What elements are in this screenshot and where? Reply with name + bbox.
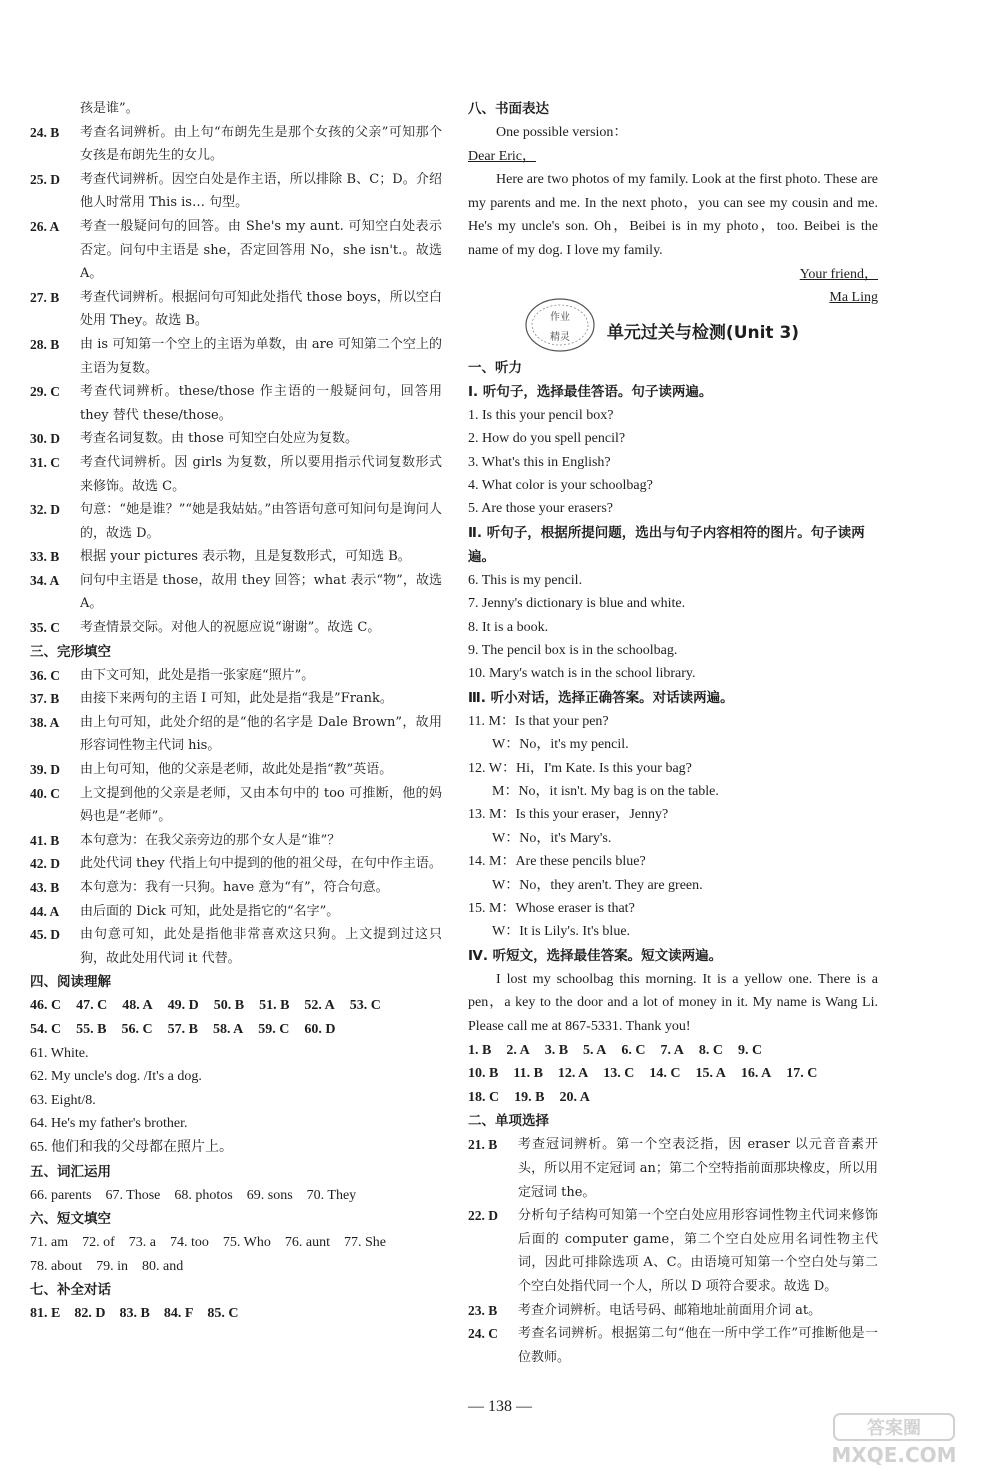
svg-text:MXQE.COM: MXQE.COM xyxy=(831,1443,957,1467)
answer-item xyxy=(468,1133,878,1204)
homework-stamp-logo xyxy=(523,296,597,354)
answer-grid-listening xyxy=(468,1039,878,1110)
watermark-logo xyxy=(792,1412,992,1468)
answer-entry: 10. B xyxy=(468,1066,499,1082)
answer-grid-reading xyxy=(30,994,442,1041)
dialog-answer: W：No，it's Mary's. xyxy=(492,830,612,846)
answer-explanation: 本句意为：在我父亲旁边的那个女人是“谁”？ xyxy=(80,832,341,848)
salutation: Dear Eric， xyxy=(468,148,537,164)
answer-item xyxy=(30,427,442,451)
answer-row xyxy=(468,1086,878,1110)
answer-item xyxy=(30,121,442,168)
section-title-reading: 四、阅读理解 xyxy=(30,974,111,991)
answer-explanation: 由上句可知，此处介绍的是“他的名字是 Dale Brown”，故用形容词性物主代词 his。 xyxy=(80,714,442,754)
dialog-answer: W：No，they aren't. They are green. xyxy=(492,877,703,893)
answer-row xyxy=(30,994,442,1018)
answer-entry: 6. C xyxy=(621,1042,646,1058)
part-1-title: Ⅰ. 听句子，选择最佳答语。句子读两遍。 xyxy=(468,383,713,400)
listening-line: 7. Jenny's dictionary is blue and white. xyxy=(468,596,686,612)
answer-number: 30. D xyxy=(30,431,60,447)
answer-explanation: 此处代词 they 代指上句中提到的他的祖父母，在句中作主语。 xyxy=(80,856,442,872)
essay-text: Here are two photos of my family. Look at the first photo. These are my parents and me. In the next photo，you can see my cousin and me. He's my uncle's son. Oh，Beibei is in my photo，too. Beibei is the name of my dog. I love my family. xyxy=(468,172,878,258)
continued-line: 孩是谁”。 xyxy=(80,101,139,116)
answer-entry: 5. A xyxy=(583,1042,607,1058)
part-4-text: I lost my schoolbag this morning. It is a yellow one. There is a pen，a key to the door and a lot of money in it. My name is Wang Li. Please call me at 867-5331. Thank you! xyxy=(468,971,878,1035)
answer-item xyxy=(468,1204,878,1298)
listening-line: 4. What color is your schoolbag? xyxy=(468,477,653,493)
answer-number: 34. A xyxy=(30,572,60,588)
answer-explanation: 考查名词复数。由 those 可知空白处应为复数。 xyxy=(80,431,359,447)
answer-explanation: 由接下来两句的主语 I 可知，此处是指“我是”Frank。 xyxy=(80,691,393,707)
answer-entry: 56. C xyxy=(121,1021,153,1037)
answer-entry: 3. B xyxy=(544,1042,569,1058)
answer-entry: 49. D xyxy=(167,998,199,1014)
answer-explanation: 由后面的 Dick 可知，此处是指它的“名字”。 xyxy=(80,903,340,919)
part-2-title: Ⅱ. 听句子，根据所提问题，选出与句子内容相符的图片。句子读两遍。 xyxy=(468,524,865,565)
unit-title: 单元过关与检测(Unit 3) xyxy=(606,322,800,343)
reading-answer: 61. White. xyxy=(30,1045,89,1061)
answer-entry: 46. C xyxy=(30,998,62,1014)
section-title-listening: 一、听力 xyxy=(468,359,522,376)
answer-entry: 11. B xyxy=(513,1066,543,1082)
dialog-question: 11. M：Is that your pen? xyxy=(468,713,609,729)
part-2-lines xyxy=(468,569,878,686)
answer-explanation: 分析句子结构可知第一个空白处应用形容词性物主代词来修饰后面的 computer game，第二个空白处应用名词性物主代词，因此可排除选项 A、C。由语境可知第一个空白处与第二个空白处指代同一个人，所以 D 项符合要求。故选 D。 xyxy=(518,1208,878,1294)
dialog-answer: W：It is Lily's. It's blue. xyxy=(492,924,631,940)
answer-item xyxy=(30,711,442,758)
answer-number: 32. D xyxy=(30,502,60,518)
answer-explanation: 考查冠词辨析。第一个空表泛指，因 eraser 以元音音素开头，所以用不定冠词 an；第二个空特指前面那块橡皮，所以用定冠词 the。 xyxy=(518,1137,878,1200)
answer-explanation: 句意：“她是谁？”“她是我姑姑。”由答语句意可知问句是询问人的，故选 D。 xyxy=(80,502,442,541)
answer-entry: 59. C xyxy=(258,1021,290,1037)
answer-entry: 14. C xyxy=(649,1066,681,1082)
dialog-question: 12. W：Hi，I'm Kate. Is this your bag? xyxy=(468,760,692,776)
answer-entry: 70. They xyxy=(306,1187,357,1203)
answer-number: 41. B xyxy=(30,832,60,848)
answer-entry: 54. C xyxy=(30,1021,62,1037)
answer-entry: 74. too xyxy=(170,1235,209,1251)
part-4-title: Ⅳ. 听短文，选择最佳答案。短文读两遍。 xyxy=(468,947,723,964)
answer-item xyxy=(30,782,442,829)
answer-item xyxy=(30,616,442,640)
answer-explanation: 考查代词辨析。these/those 作主语的一般疑问句，回答用 they 替代 these/those。 xyxy=(80,384,442,423)
answer-row xyxy=(30,1018,442,1042)
answer-row xyxy=(468,1062,878,1086)
section-title-single-choice: 二、单项选择 xyxy=(468,1113,549,1130)
answer-entry: 57. B xyxy=(167,1021,198,1037)
answer-number: 21. B xyxy=(468,1137,498,1153)
answer-entry: 50. B xyxy=(213,998,245,1014)
answer-explanation: 问句中主语是 those，故用 they 回答；what 表示“物”，故选 A。 xyxy=(80,572,442,612)
answer-entry: 71. am xyxy=(30,1235,69,1251)
answer-number: 28. B xyxy=(30,336,60,352)
answer-entry: 55. B xyxy=(76,1021,107,1037)
reading-answer: 64. He's my father's brother. xyxy=(30,1116,188,1132)
answer-entry: 2. A xyxy=(506,1042,530,1058)
answer-list-1 xyxy=(30,121,442,640)
answer-entry: 17. C xyxy=(786,1066,818,1082)
answer-explanation: 由句意可知，此处是指他非常喜欢这只狗。上文提到过这只狗，故此处用代词 it 代替。 xyxy=(80,927,442,966)
answer-number: 37. B xyxy=(30,691,60,707)
listening-line: 3. What's this in English? xyxy=(468,454,611,470)
answer-entry: 76. aunt xyxy=(284,1235,330,1251)
answer-number: 35. C xyxy=(30,620,60,636)
listening-line: 9. The pencil box is in the schoolbag. xyxy=(468,643,678,658)
unit-header xyxy=(468,310,878,356)
answer-number: 24. C xyxy=(468,1326,498,1342)
reading-answer: 63. Eight/8. xyxy=(30,1092,96,1108)
answer-number: 44. A xyxy=(30,903,60,919)
answer-number: 31. C xyxy=(30,454,60,470)
answer-number: 42. D xyxy=(30,856,60,872)
answer-entry: 66. parents xyxy=(30,1187,92,1203)
answer-explanation: 考查名词辨析。根据第二句“他在一所中学工作”可推断他是一位教师。 xyxy=(518,1326,878,1365)
answer-entry: 77. She xyxy=(343,1235,386,1251)
listening-line: 1. Is this your pencil box? xyxy=(468,407,614,423)
answer-number: 27. B xyxy=(30,289,60,305)
answer-item xyxy=(30,687,442,711)
answer-entry: 84. F xyxy=(163,1306,194,1322)
svg-text:精灵: 精灵 xyxy=(550,331,570,343)
answer-item xyxy=(30,876,442,900)
answer-number: 26. A xyxy=(30,218,60,234)
section-title-cloze: 三、完形填空 xyxy=(30,643,111,660)
answer-entry: 83. B xyxy=(119,1306,150,1322)
listening-line: 10. Mary's watch is in the school library. xyxy=(468,666,696,682)
vocab-answers xyxy=(30,1184,442,1208)
answer-explanation: 考查代词辨析。因空白处是作主语，所以排除 B、C；D。介绍他人时常用 This is… 句型。 xyxy=(80,171,442,211)
listening-line: 8. It is a book. xyxy=(468,619,549,635)
answer-item xyxy=(30,664,442,688)
answer-number: 33. B xyxy=(30,549,60,565)
answer-number: 39. D xyxy=(30,762,60,778)
answer-explanation: 考查代词辨析。因 girls 为复数，所以要用指示代词复数形式来修饰。故选 C。 xyxy=(80,454,442,494)
dialog-answer: W：No，it's my pencil. xyxy=(492,737,629,753)
answer-item xyxy=(30,852,442,876)
answer-explanation: 由上句可知，他的父亲是老师，故此处是指“教”英语。 xyxy=(80,762,393,778)
answer-entry: 15. A xyxy=(695,1066,726,1082)
fill-answers-row-2 xyxy=(30,1255,442,1279)
section-title-fill: 六、短文填空 xyxy=(30,1211,111,1228)
answer-entry: 72. of xyxy=(82,1235,115,1251)
answer-item xyxy=(30,380,442,427)
section-title-writing: 八、书面表达 xyxy=(468,101,549,117)
answer-entry: 85. C xyxy=(207,1306,239,1322)
answer-entry: 19. B xyxy=(514,1089,545,1105)
answer-item xyxy=(30,923,442,970)
answer-number: 25. D xyxy=(30,171,60,187)
answer-entry: 79. in xyxy=(96,1258,128,1274)
answer-item xyxy=(30,758,442,782)
answer-number: 38. A xyxy=(30,714,60,730)
answer-entry: 20. A xyxy=(559,1089,590,1105)
listening-line: 2. How do you spell pencil? xyxy=(468,431,626,447)
listening-line: 5. Are those your erasers? xyxy=(468,501,614,517)
dialog-question: 15. M：Whose eraser is that? xyxy=(468,901,635,917)
answer-entry: 75. Who xyxy=(222,1235,271,1251)
answer-entry: 13. C xyxy=(603,1066,635,1082)
answer-entry: 67. Those xyxy=(105,1187,161,1203)
answer-number: 23. B xyxy=(468,1302,498,1318)
answer-entry: 7. A xyxy=(660,1042,684,1058)
part-1-lines xyxy=(468,404,878,521)
answer-entry: 52. A xyxy=(304,998,335,1014)
answer-item xyxy=(30,900,442,924)
answer-entry: 16. A xyxy=(740,1066,772,1082)
answer-item xyxy=(30,545,442,569)
answer-entry: 48. A xyxy=(122,998,153,1014)
answer-list-2 xyxy=(30,664,442,971)
dialog-question: 13. M：Is this your eraser，Jenny? xyxy=(468,807,669,823)
answer-explanation: 考查名词辨析。由上句“布朗先生是那个女孩的父亲”可知那个女孩是布朗先生的女儿。 xyxy=(80,124,442,164)
answer-entry: 80. and xyxy=(142,1258,184,1274)
answer-number: 24. B xyxy=(30,124,60,140)
answer-entry: 69. sons xyxy=(246,1187,293,1203)
closing: Your friend， xyxy=(799,266,878,282)
answer-item xyxy=(468,1299,878,1323)
answer-entry: 12. A xyxy=(557,1066,589,1082)
answer-number: 36. C xyxy=(30,667,60,683)
answer-item xyxy=(30,829,442,853)
answer-entry: 58. A xyxy=(212,1021,244,1037)
answer-entry: 81. E xyxy=(30,1306,61,1322)
answer-entry: 51. B xyxy=(259,998,290,1014)
answer-entry: 78. about xyxy=(30,1258,83,1274)
dialog-answers xyxy=(30,1302,442,1326)
answer-item xyxy=(30,569,442,616)
answer-explanation: 考查代词辨析。根据问句可知此处指代 those boys，所以空白处用 They。故选 B。 xyxy=(80,289,442,329)
answer-entry: 82. D xyxy=(74,1306,106,1322)
answer-entry: 60. D xyxy=(304,1021,336,1037)
answer-explanation: 由下文可知，此处是指一张家庭“照片”。 xyxy=(80,667,315,683)
svg-text:作业: 作业 xyxy=(550,311,570,323)
answer-entry: 53. C xyxy=(349,998,381,1014)
answer-explanation: 根据 your pictures 表示物，且是复数形式，可知选 B。 xyxy=(80,549,411,565)
answer-explanation: 考查介词辨析。电话号码、邮箱地址前面用介词 at。 xyxy=(518,1302,822,1318)
answer-item xyxy=(30,498,442,545)
answer-number: 40. C xyxy=(30,785,60,801)
answer-item xyxy=(30,333,442,380)
part-3-dialogs xyxy=(468,710,878,944)
answer-row xyxy=(468,1039,878,1063)
left-column xyxy=(30,97,442,1326)
answer-number: 45. D xyxy=(30,927,60,943)
answer-explanation: 考查一般疑问句的回答。由 She's my aunt. 可知空白处表示否定。问句中主语是 she，否定回答用 No，she isn't.。故选 A。 xyxy=(80,218,442,282)
signature: Ma Ling xyxy=(829,290,878,306)
answer-item xyxy=(468,1322,878,1369)
answer-number: 22. D xyxy=(468,1208,498,1224)
listening-line: 6. This is my pencil. xyxy=(468,572,583,588)
answer-entry: 18. C xyxy=(468,1089,500,1105)
answer-entry: 8. C xyxy=(698,1042,723,1058)
reading-answer: 62. My uncle's dog. /It's a dog. xyxy=(30,1069,202,1085)
answer-item xyxy=(30,286,442,333)
answer-list-single-choice xyxy=(468,1133,878,1369)
answer-entry: 68. photos xyxy=(174,1187,233,1203)
svg-text:答案圈: 答案圈 xyxy=(867,1418,921,1439)
answer-explanation: 考查情景交际。对他人的祝愿应说“谢谢”。故选 C。 xyxy=(80,620,381,636)
reading-answer: 65. 他们和我的父母都在照片上。 xyxy=(30,1139,233,1155)
right-column xyxy=(468,97,878,1369)
answer-number: 29. C xyxy=(30,384,60,400)
answer-entry: 1. B xyxy=(468,1042,492,1058)
answer-entry: 47. C xyxy=(76,998,108,1014)
answer-explanation: 由 is 可知第一个空上的主语为单数，由 are 可知第二个空上的主语为复数。 xyxy=(80,336,442,376)
answer-entry: 73. a xyxy=(128,1235,156,1251)
answer-explanation: 本句意为：我有一只狗。have 意为“有”，符合句意。 xyxy=(80,880,389,895)
page-number: — 138 — xyxy=(468,1398,532,1415)
answer-list-reading xyxy=(30,1042,442,1160)
dialog-answer: M：No，it isn't. My bag is on the table. xyxy=(492,784,719,800)
section-title-dialog: 七、补全对话 xyxy=(30,1282,111,1299)
answer-entry: 9. C xyxy=(737,1042,763,1058)
answer-item xyxy=(30,451,442,498)
answer-explanation: 上文提到他的父亲是老师，又由本句中的 too 可推断，他的妈妈也是“老师”。 xyxy=(80,785,442,825)
version-line: One possible version： xyxy=(496,125,628,140)
dialog-question: 14. M：Are these pencils blue? xyxy=(468,854,646,870)
section-title-vocabulary: 五、词汇运用 xyxy=(30,1163,111,1180)
answer-number: 43. B xyxy=(30,880,60,895)
fill-answers-row-1 xyxy=(30,1231,442,1255)
answer-item xyxy=(30,215,442,286)
answer-item xyxy=(30,168,442,215)
part-3-title: Ⅲ. 听小对话，选择正确答案。对话读两遍。 xyxy=(468,689,734,706)
